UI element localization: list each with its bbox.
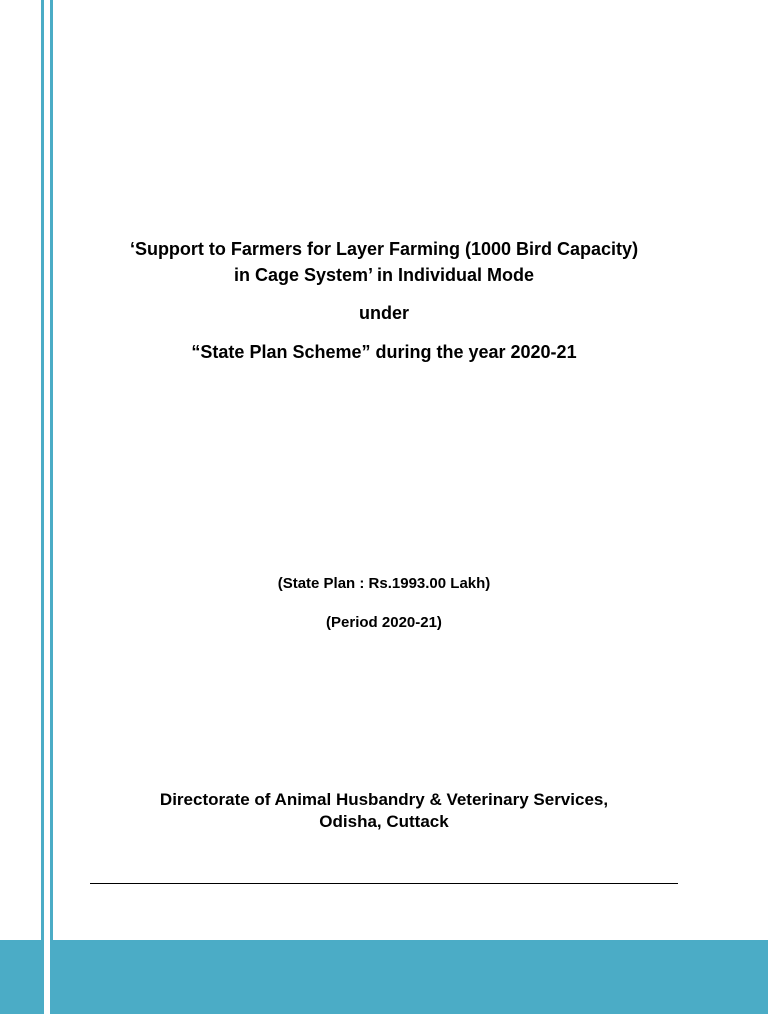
directorate-line-2: Odisha, Cuttack [319, 812, 449, 831]
directorate-line-1: Directorate of Animal Husbandry & Veterinary Services, [159, 790, 609, 809]
period-text: (Period 2020-21) [326, 614, 442, 631]
directorate-block [0, 789, 768, 833]
document-title [0, 236, 768, 288]
horizontal-rule [90, 883, 678, 884]
footer-bottom-margin [0, 1014, 768, 1024]
left-border-line-inner [50, 0, 53, 1024]
under-text: under [358, 303, 409, 323]
left-border-line-outer [41, 0, 44, 1024]
title-line-1: ‘Support to Farmers for Layer Farming (1000 Bird Capacity) [129, 239, 639, 259]
title-line-2: in Cage System’ in Individual Mode [233, 265, 535, 285]
footer-band-gap [44, 940, 50, 1024]
footer-band [0, 940, 768, 1014]
scheme-text: “State Plan Scheme” during the year 2020-21 [191, 342, 577, 362]
state-plan-amount: (State Plan : Rs.1993.00 Lakh) [277, 575, 491, 592]
